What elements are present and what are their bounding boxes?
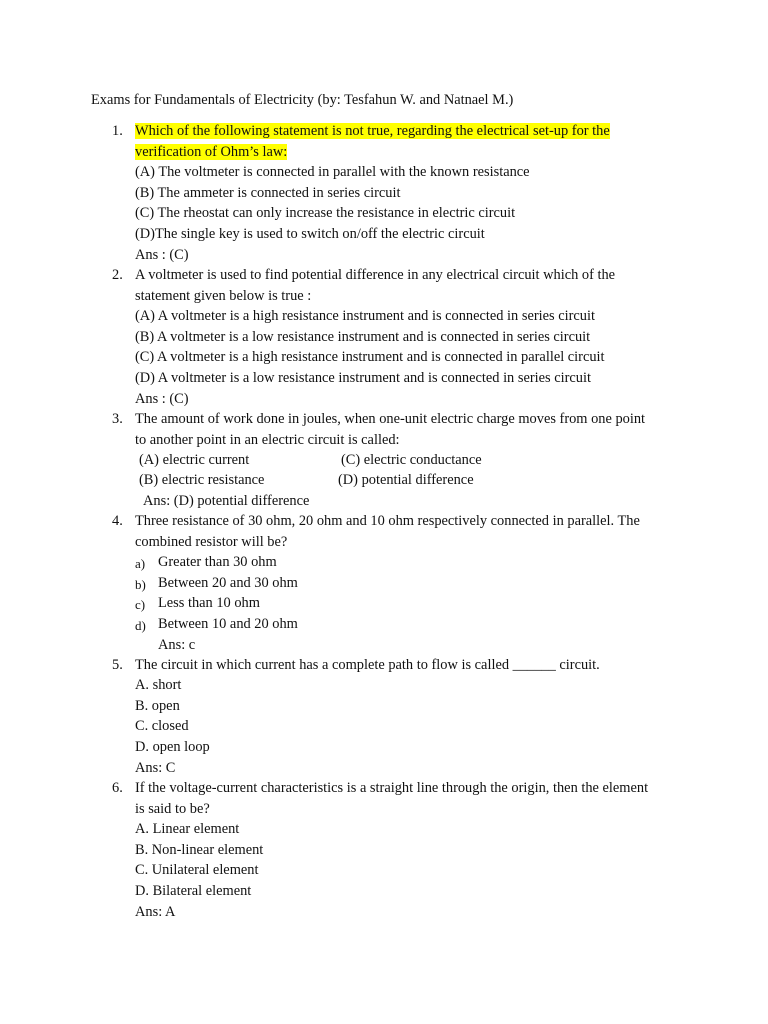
question-number: 6. — [112, 780, 123, 796]
question-text-highlighted: verification of Ohm’s law: — [135, 144, 288, 160]
option-c: (C) The rheostat can only increase the resistance in electric circuit — [135, 205, 516, 221]
option-text: Between 10 and 20 ohm — [158, 616, 298, 632]
question-text: The circuit in which current has a complete path to flow is called ______ circuit. — [135, 657, 600, 673]
question-text: If the voltage-current characteristics is a straight line through the origin, then the element — [135, 780, 649, 796]
option-a: A. short — [135, 677, 182, 693]
answer: Ans: A — [135, 904, 176, 920]
option-text: Less than 10 ohm — [158, 595, 260, 611]
answer: Ans: C — [135, 760, 176, 776]
option-a: (A) A voltmeter is a high resistance instrument and is connected in series circuit — [135, 308, 595, 324]
question-text: Three resistance of 30 ohm, 20 ohm and 10 ohm respectively connected in parallel. The — [135, 513, 640, 529]
option-c: C. Unilateral element — [135, 862, 259, 878]
question-number: 5. — [112, 657, 123, 673]
option-c: (C) electric conductance — [341, 452, 482, 468]
question-text: combined resistor will be? — [135, 534, 288, 550]
option-b: (B) electric resistance — [139, 472, 265, 488]
option-b: B. open — [135, 698, 180, 714]
answer: Ans: (D) potential difference — [143, 493, 310, 509]
question-text-highlighted: Which of the following statement is not true, regarding the electrical set-up for the — [135, 123, 610, 139]
option-letter: b) — [135, 577, 146, 592]
question-number: 3. — [112, 411, 123, 427]
document-title: Exams for Fundamentals of Electricity (by: Tesfahun W. and Natnael M.) — [91, 92, 514, 108]
option-b: (B) A voltmeter is a low resistance instrument and is connected in series circuit — [135, 329, 591, 345]
question-text: The amount of work done in joules, when one-unit electric charge moves from one point — [135, 411, 646, 427]
option-letter: c) — [135, 597, 146, 612]
option-a: A. Linear element — [135, 821, 240, 837]
question-number: 2. — [112, 267, 123, 283]
question-number: 4. — [112, 513, 123, 529]
question-number: 1. — [112, 123, 123, 139]
answer: Ans : (C) — [135, 391, 189, 407]
option-a: (A) electric current — [139, 452, 250, 468]
option-c: C. closed — [135, 718, 189, 734]
question-text: statement given below is true : — [135, 288, 312, 304]
option-text: Greater than 30 ohm — [158, 554, 277, 570]
option-a: (A) The voltmeter is connected in parallel with the known resistance — [135, 164, 530, 180]
option-text: Between 20 and 30 ohm — [158, 575, 298, 591]
option-letter: a) — [135, 556, 146, 571]
option-d: (D) A voltmeter is a low resistance instrument and is connected in series circuit — [135, 370, 591, 386]
question-text: A voltmeter is used to find potential difference in any electrical circuit which of the — [135, 267, 616, 283]
option-d: D. open loop — [135, 739, 210, 755]
option-c: (C) A voltmeter is a high resistance instrument and is connected in parallel circuit — [135, 349, 605, 365]
option-b: (B) The ammeter is connected in series circuit — [135, 185, 401, 201]
question-text: to another point in an electric circuit is called: — [135, 432, 400, 448]
answer: Ans: c — [158, 637, 196, 653]
option-d: D. Bilateral element — [135, 883, 252, 899]
option-d: (D)The single key is used to switch on/off the electric circuit — [135, 226, 485, 242]
answer: Ans : (C) — [135, 247, 189, 263]
option-b: B. Non-linear element — [135, 842, 264, 858]
question-text: is said to be? — [135, 801, 210, 817]
option-letter: d) — [135, 618, 146, 633]
option-d: (D) potential difference — [338, 472, 474, 488]
